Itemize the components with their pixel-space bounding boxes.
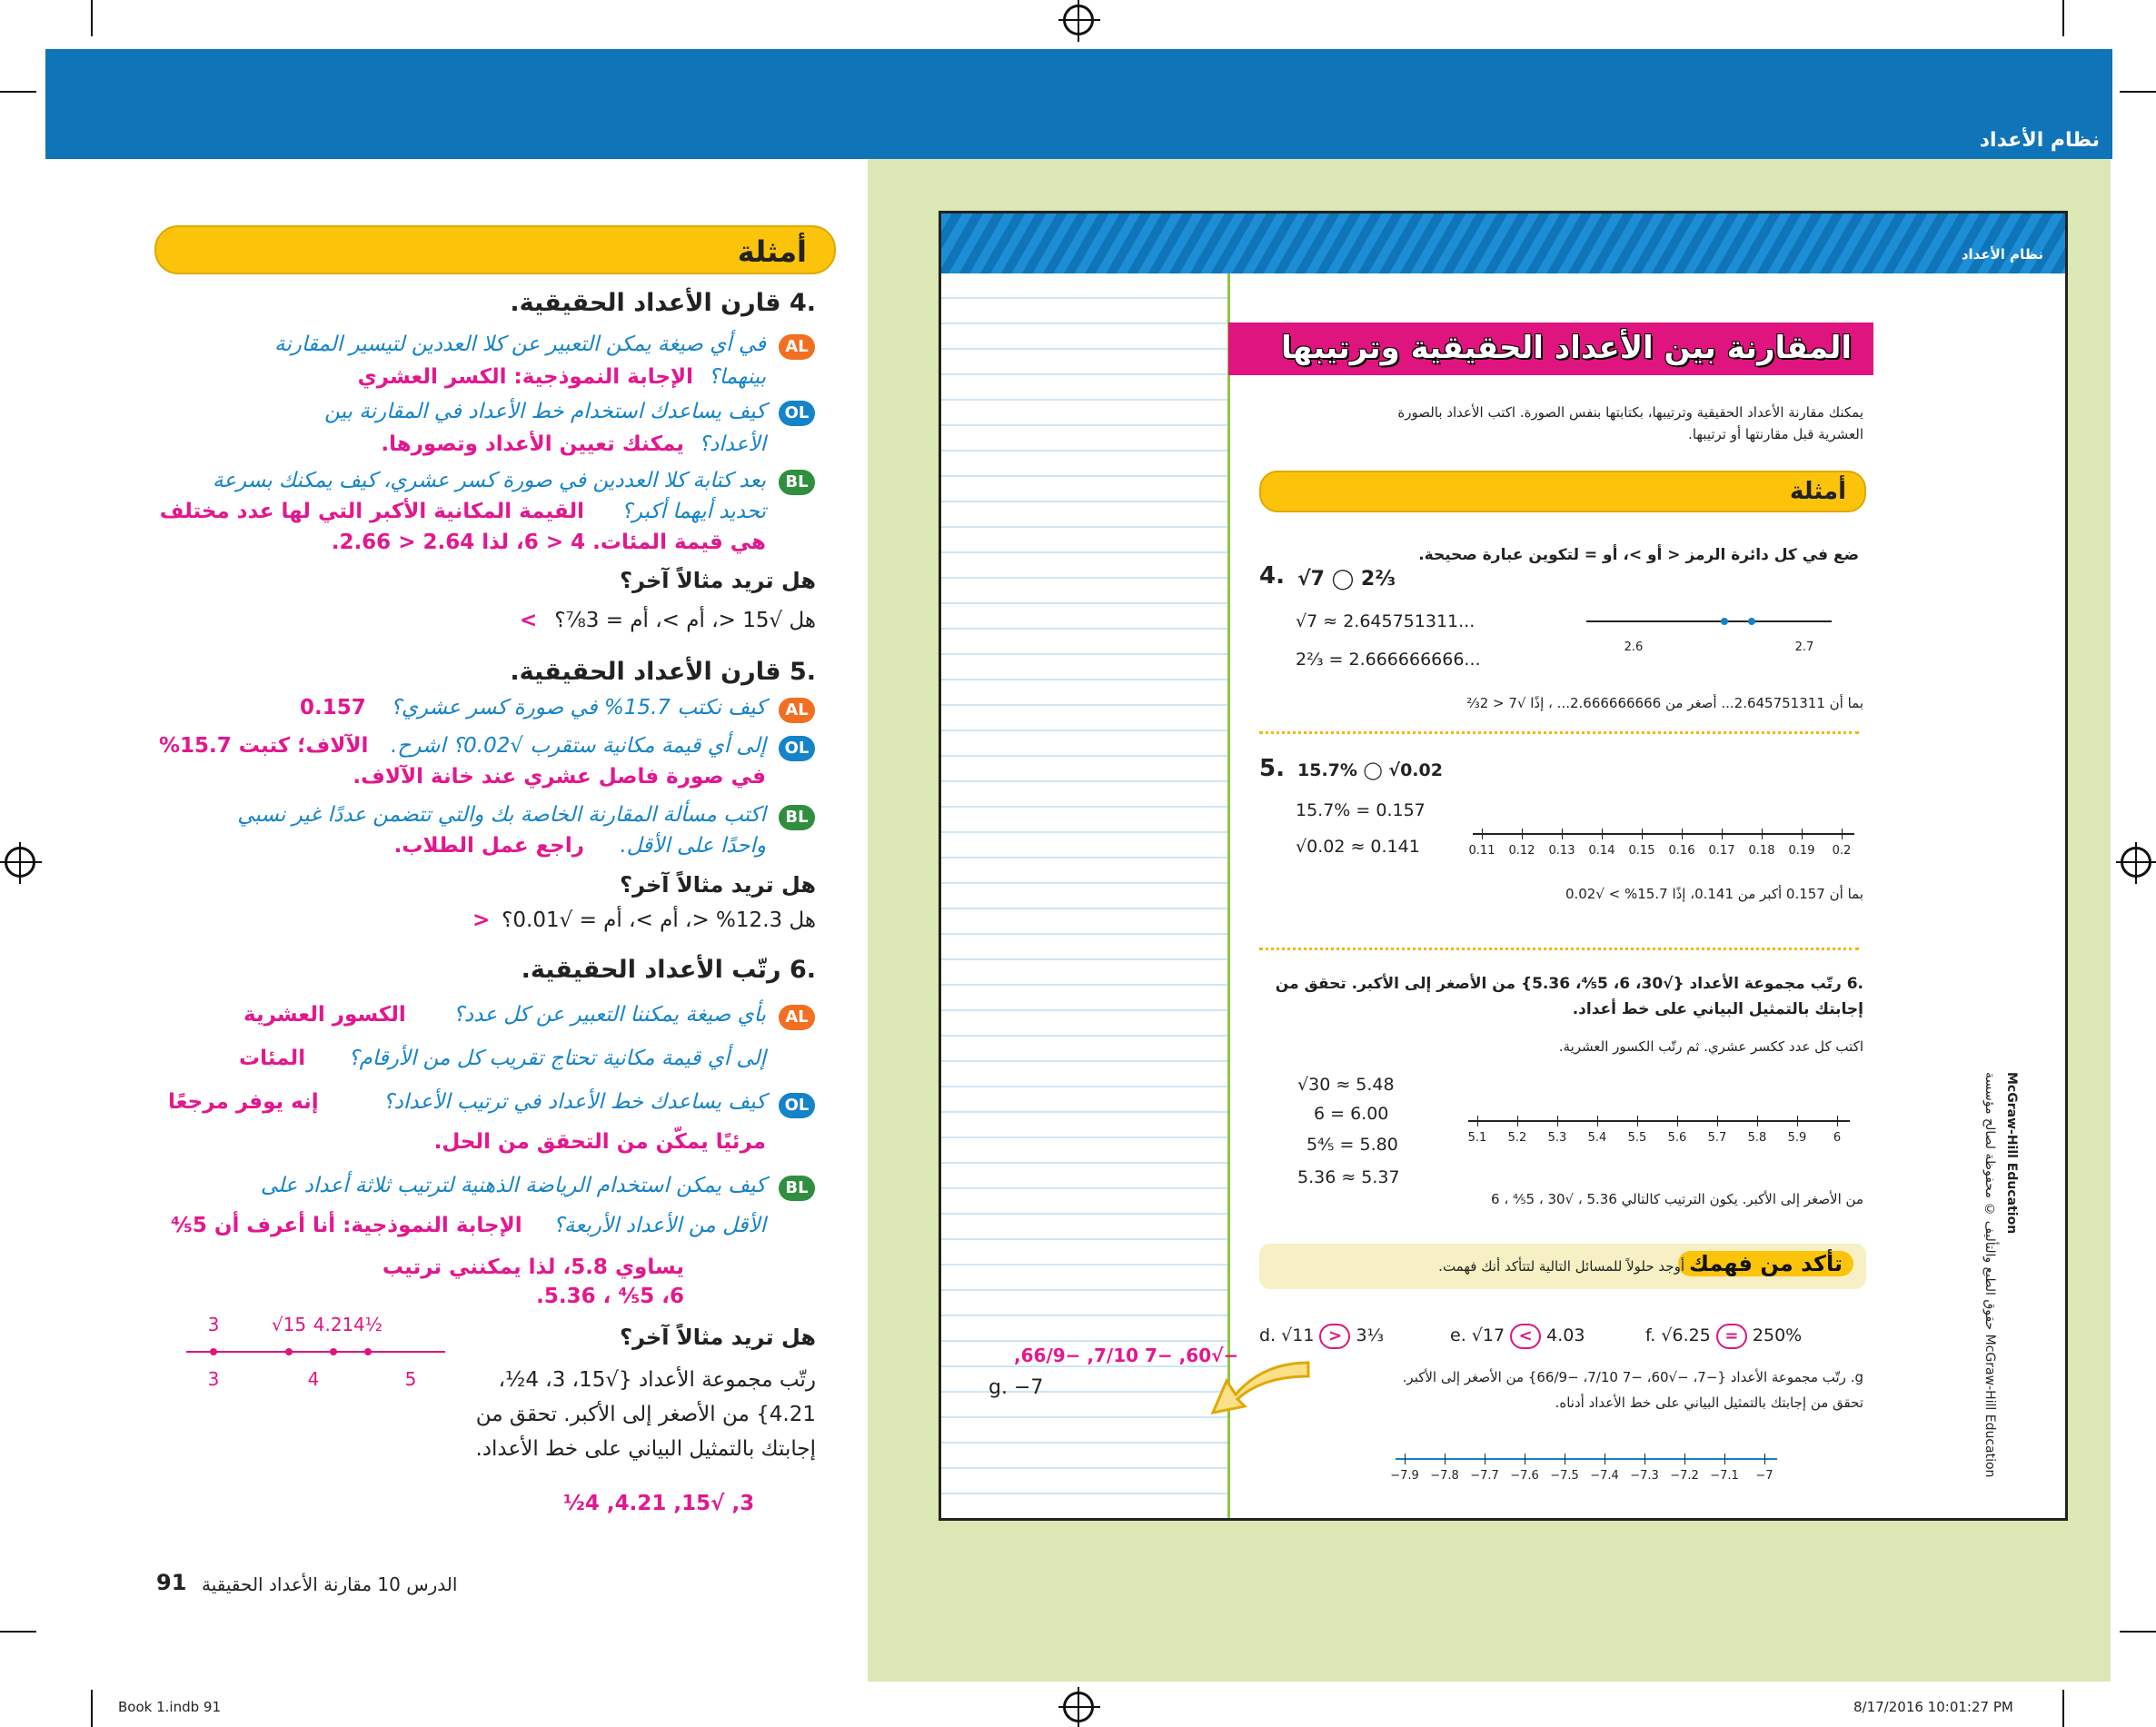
tick-label: 5.2 (1507, 1131, 1527, 1145)
ex6-bl-question: كيف يمكن استخدام الرياضة الذهنية لترتيب ثلاثة أعداد على (260, 1174, 766, 1197)
problem-d-right: 3⅓ (1356, 1325, 1385, 1345)
side-copyright: حقوق الطبع والتأليف © محفوظة لصالح مؤسسة McGraw-Hill Education (1982, 1072, 1997, 1478)
tick-label: 5.9 (1787, 1131, 1807, 1145)
tablet-header (941, 213, 2065, 273)
ex4-step-2: 2⅔ = 2.666666666... (1296, 650, 1481, 670)
bl-badge: BL (779, 805, 815, 830)
number-line-point (364, 1348, 372, 1355)
ex6-instruction-2: إجابتك بالتمثيل البياني على خط أعداد. (1572, 1000, 1863, 1018)
tick-label: 5.1 (1467, 1131, 1487, 1145)
examples-header-label: أمثلة (737, 234, 807, 269)
tick-mark (1724, 1454, 1725, 1464)
ex4-ol-answer: يمكنك تعيين الأعداد وتصورها. (381, 432, 684, 456)
tick-mark (1764, 1454, 1765, 1464)
check-understanding-text: أوجد حلولاً للمسائل التالية لتتأكد أنك فهمت. (1438, 1258, 1684, 1275)
al-badge: AL (779, 1005, 815, 1030)
ex4-more-answer: > (520, 609, 538, 632)
ex5-ol-answer-2: في صورة فاصل عشري عند خانة الآلاف. (353, 765, 766, 789)
tick-mark (1684, 1454, 1685, 1464)
ex6-more-title: هل تريد مثالاً آخر؟ (620, 1325, 816, 1350)
tick-label: 0.18 (1748, 844, 1775, 858)
problem-d-answer: > (1319, 1324, 1350, 1349)
tick-mark (1842, 829, 1843, 839)
tick-mark (1837, 1116, 1838, 1127)
ex5-step-2: √0.02 ≈ 0.141 (1296, 837, 1420, 857)
ex5-bl-question-2: واحدًا على الأقل. (620, 834, 766, 858)
divider (1259, 948, 1859, 950)
lesson-title: المقارنة بين الأعداد الحقيقية وترتيبها (1281, 330, 1852, 366)
ex6-conclusion: من الأصغر إلى الأكبر. يكون الترتيب كالتالي 5.36 ، √30 ، 5⅘ ، 6 (1491, 1191, 1863, 1207)
ex4-tick-label: 2.6 (1624, 640, 1644, 654)
problem-e-right: 4.03 (1546, 1325, 1585, 1345)
tick-mark (1644, 1454, 1645, 1464)
ex6-step-1: √30 ≈ 5.48 (1297, 1075, 1395, 1095)
unit-title: نظام الأعداد (1979, 129, 2100, 152)
tick-label: 6 (1833, 1131, 1842, 1145)
tick-label: −7.2 (1670, 1469, 1699, 1483)
tick-mark (1602, 829, 1603, 839)
ex4-instruction: ضع في كل دائرة الرمز < أو >، أو = لتكوين عبارة صحيحة. (1418, 546, 1859, 564)
ol-badge: OL (779, 736, 815, 761)
ex6-more-question: رتّب مجموعة الأعداد {√15، 3، 4½، 4.21} من الأصغر إلى الأكبر. تحقق من إجابتك بالتمثيل البياني على خط الأعداد. (475, 1368, 816, 1461)
number-line-top-label: 4.21 (313, 1314, 354, 1335)
check-understanding-title: تأكد من فهمك (1678, 1251, 1853, 1276)
ex5-more-answer: < (472, 908, 491, 932)
problem-g-2: تحقق من إجابتك بالتمثيل البياني على خط الأعداد أدناه. (1555, 1395, 1863, 1411)
tick-label: 0.16 (1668, 844, 1695, 858)
tick-label: 5.3 (1547, 1131, 1567, 1145)
crop-mark (0, 91, 36, 93)
tick-mark (1682, 829, 1683, 839)
problem-e-left: e. √17 (1450, 1325, 1505, 1345)
ex4-conclusion: بما أن 2.645751311... أصغر من 2.666666666... ، إذًا √7 < 2⅔ (1466, 695, 1863, 711)
ex5-ol-question: إلى أي قيمة مكانية ستقرب √0.02؟ اشرح. (391, 734, 766, 758)
ex4-al-question: في أي صيغة يمكن التعبير عن كلا العددين لتيسير المقارنة (273, 332, 766, 356)
ex5-number-line (1473, 833, 1854, 835)
number-line-top-label: 3 (207, 1314, 220, 1335)
ex5-bl-question: اكتب مسألة المقارنة الخاصة بك والتي تتضمن عددًا غير نسبي (237, 803, 766, 827)
ex6-number-line (1468, 1120, 1850, 1122)
tick-mark (1597, 1116, 1598, 1127)
tick-label: −7 (1755, 1469, 1773, 1483)
ex5-more-title: هل تريد مثالاً آخر؟ (620, 872, 816, 898)
unit-banner (45, 49, 2112, 159)
registration-mark-icon (1063, 5, 1094, 35)
problem-f-left: f. √6.25 (1645, 1325, 1711, 1345)
registration-mark-icon (1063, 1692, 1094, 1722)
number-line-bottom-label: 5 (404, 1368, 417, 1390)
arrow-icon (1208, 1354, 1317, 1417)
ex6-instruction: .6 رتّب مجموعة الأعداد {√30، 6، 5⅘، 5.36} من الأصغر إلى الأكبر. تحقق من (1275, 975, 1863, 993)
problem-g-number-line (1396, 1458, 1777, 1460)
tick-mark (1797, 1116, 1798, 1127)
ex6-step-3: 5⅘ = 5.80 (1307, 1135, 1398, 1155)
problem-e (1450, 1324, 1585, 1349)
tick-mark (1757, 1116, 1758, 1127)
tick-label: −7.1 (1710, 1469, 1739, 1483)
ex6-al-question: بأي صيغة يمكننا التعبير عن كل عدد؟ (452, 1003, 766, 1027)
tick-label: 5.6 (1667, 1131, 1687, 1145)
ex4-bl-question-2: تحديد أيهما أكبر؟ (621, 500, 766, 523)
ex4-point (1721, 618, 1728, 625)
ex5-title: .5 قارن الأعداد الحقيقية. (510, 658, 816, 686)
tick-label: −7.7 (1470, 1469, 1499, 1483)
number-line-point (285, 1348, 293, 1355)
tick-label: 0.2 (1832, 844, 1852, 858)
ex6-al-question-2: إلى أي قيمة مكانية تحتاج تقريب كل من الأرقام؟ (348, 1047, 766, 1070)
tick-mark (1405, 1454, 1406, 1464)
notebook-answer-2: g. −7 (989, 1376, 1044, 1399)
ex5-bl-answer: راجع عمل الطلاب. (393, 834, 584, 858)
page-number: 91 (156, 1570, 187, 1595)
tick-mark (1482, 829, 1483, 839)
problem-f (1645, 1324, 1802, 1349)
tick-label: 5.7 (1707, 1131, 1727, 1145)
tick-mark (1557, 1116, 1558, 1127)
ex6-bl-answer: الإجابة النموذجية: أنا أعرف أن 5⅘ (171, 1214, 522, 1237)
tick-mark (1642, 829, 1643, 839)
ex5-step-1: 15.7% = 0.157 (1296, 800, 1426, 820)
tick-label: −7.3 (1630, 1469, 1659, 1483)
crop-mark (0, 1631, 36, 1633)
examples-header (154, 225, 836, 274)
tick-mark (1562, 829, 1563, 839)
ol-badge: OL (779, 1093, 815, 1118)
number-line-point (210, 1348, 217, 1355)
tick-label: 0.14 (1588, 844, 1615, 858)
tick-label: −7.5 (1550, 1469, 1579, 1483)
crop-mark (91, 0, 93, 36)
ex6-bl-answer-3: 6، 5⅘ ، 5.36. (536, 1285, 684, 1308)
ex5-al-question: كيف نكتب 15.7% في صورة كسر عشري؟ (390, 696, 766, 720)
ex4-more-question: هل √15 <، أم >، أم = 3⅞؟ (554, 609, 816, 632)
ex6-ol-answer: إنه يوفر مرجعًا (168, 1090, 319, 1114)
problem-d-left: d. √11 (1259, 1325, 1315, 1345)
tick-label: 5.5 (1627, 1131, 1647, 1145)
bl-badge: BL (779, 1176, 815, 1201)
lesson-footer: الدرس 10 مقارنة الأعداد الحقيقية (202, 1573, 458, 1595)
lesson-title-bar (1228, 323, 1873, 375)
ex4-expression: √7 ◯ 2⅔ (1297, 568, 1396, 591)
ex6-bl-question-2: الأقل من الأعداد الأربعة؟ (552, 1214, 766, 1237)
ex5-ol-answer: الآلاف؛ كتبت 15.7% (159, 734, 369, 758)
ex5-more-question: هل 12.3% <، أم >، أم = √0.01؟ (502, 908, 816, 932)
ex4-bl-answer-2: هي قيمة المئات. 4 < 6، لذا 2.64 < 2.66. (331, 531, 766, 554)
divider (1259, 731, 1859, 734)
publisher-label: McGraw-Hill Education (2004, 1072, 2019, 1235)
tick-label: 0.17 (1708, 844, 1735, 858)
tick-mark (1762, 829, 1763, 839)
ex4-ol-question-2: الأعداد؟ (698, 432, 766, 456)
notebook-paper (941, 273, 1230, 1518)
ex6-example-number-line (186, 1351, 445, 1353)
crop-mark (91, 1690, 93, 1727)
ex4-point (1748, 618, 1755, 625)
al-badge: AL (779, 698, 815, 723)
number-line-top-label: √15 (271, 1314, 307, 1335)
tablet-header-label: نظام الأعداد (1961, 246, 2043, 263)
problem-f-right: 250% (1752, 1325, 1803, 1345)
ex6-step-2: 6 = 6.00 (1314, 1104, 1389, 1124)
ex6-al-answer-2: المئات (239, 1047, 306, 1070)
crop-mark (2120, 91, 2156, 93)
ex4-number-line (1586, 620, 1832, 622)
ex4-title: .4 قارن الأعداد الحقيقية. (510, 289, 816, 317)
tick-label: 0.12 (1508, 844, 1535, 858)
ex6-al-answer: الكسور العشرية (243, 1003, 406, 1027)
tick-label: −7.6 (1510, 1469, 1539, 1483)
tick-mark (1677, 1116, 1678, 1127)
ex6-bl-answer-2: يساوي 5.8، لذا يمكنني ترتيب (382, 1256, 684, 1279)
tick-label: 0.15 (1628, 844, 1655, 858)
file-info: Book 1.indb 91 (118, 1699, 221, 1715)
registration-mark-icon (2121, 847, 2151, 878)
tick-mark (1477, 1116, 1478, 1127)
ex4-more-title: هل تريد مثالاً آخر؟ (620, 568, 816, 593)
ex6-subinstruction: اكتب كل عدد ككسر عشري. ثم رتّب الكسور العشرية. (1558, 1038, 1863, 1055)
check-understanding-bar (1259, 1244, 1866, 1289)
tick-label: 0.13 (1548, 844, 1575, 858)
print-timestamp: 8/17/2016 10:01:27 PM (1853, 1699, 2013, 1715)
intro-line-1: يمكنك مقارنة الأعداد الحقيقية وترتيبها، بكتابتها بنفس الصورة. اكتب الأعداد بالصورة (1397, 404, 1863, 421)
number-line-bottom-label: 3 (207, 1368, 220, 1390)
tick-label: −7.8 (1430, 1469, 1459, 1483)
ex4-al-question-2: بينهما؟ (708, 365, 766, 389)
ex5-conclusion: بما أن 0.157 أكبر من 0.141، إذًا 15.7% > √0.02 (1565, 886, 1863, 902)
tick-mark (1445, 1454, 1446, 1464)
ex6-title: .6 رتّب الأعداد الحقيقية. (521, 956, 816, 984)
tablet-examples-header (1259, 471, 1866, 512)
ex4-tick-label: 2.7 (1794, 640, 1814, 654)
bl-badge: BL (779, 470, 815, 495)
ex5-label: 5. (1259, 755, 1285, 782)
problem-g: g. رتّب مجموعة الأعداد {−7، −√60، −7 7/10، −66/9} من الأصغر إلى الأكبر. (1402, 1369, 1863, 1385)
tick-mark (1522, 829, 1523, 839)
number-line-top-label: 4½ (353, 1314, 383, 1335)
registration-mark-icon (5, 847, 35, 878)
tick-mark (1637, 1116, 1638, 1127)
tablet-examples-header-label: أمثلة (1789, 478, 1846, 505)
ex5-expression: 15.7% ◯ √0.02 (1297, 760, 1443, 780)
tick-mark (1717, 1116, 1718, 1127)
ex5-al-answer: 0.157 (300, 696, 366, 720)
tick-mark (1722, 829, 1723, 839)
crop-mark (2062, 1690, 2064, 1727)
problem-f-answer: = (1716, 1324, 1747, 1349)
ex4-step-1: √7 ≈ 2.645751311... (1296, 611, 1475, 631)
problem-e-answer: < (1510, 1324, 1541, 1349)
crop-mark (2062, 0, 2064, 36)
tick-mark (1517, 1116, 1518, 1127)
al-badge: AL (779, 334, 815, 360)
tick-label: 0.11 (1468, 844, 1495, 858)
tick-label: −7.9 (1390, 1469, 1419, 1483)
notebook-answer: −√60, −7 7/10, −66/9, (1014, 1345, 1239, 1366)
ol-badge: OL (779, 401, 815, 426)
intro-line-2: العشرية قبل مقارنتها أو ترتيبها. (1688, 426, 1863, 442)
crop-mark (2120, 1631, 2156, 1633)
tick-label: 5.8 (1747, 1131, 1767, 1145)
ex4-label: 4. (1259, 562, 1285, 590)
number-line-bottom-label: 4 (307, 1368, 320, 1390)
tick-mark (1802, 829, 1803, 839)
ex6-ol-question: كيف يساعدك خط الأعداد في ترتيب الأعداد؟ (383, 1090, 766, 1114)
tick-label: 5.4 (1587, 1131, 1607, 1145)
tablet-mockup (939, 211, 2068, 1521)
tick-label: 0.19 (1788, 844, 1815, 858)
ex4-bl-question: بعد كتابة كلا العددين في صورة كسر عشري، كيف يمكنك بسرعة (212, 469, 766, 492)
ex4-al-answer: الإجابة النموذجية: الكسر العشري (357, 365, 693, 389)
ex4-bl-answer: القيمة المكانية الأكبر التي لها عدد مختلف (159, 500, 584, 523)
problem-d (1259, 1324, 1384, 1349)
ex6-more-answer: 3, √15, 4.21, 4½ (563, 1492, 755, 1515)
ex6-ol-answer-2: مرئيًا يمكّن من التحقق من الحل. (433, 1130, 766, 1154)
ex6-step-4: 5.36 ≈ 5.37 (1297, 1167, 1400, 1187)
number-line-point (330, 1348, 337, 1355)
tick-label: −7.4 (1590, 1469, 1619, 1483)
ex4-ol-question: كيف يساعدك استخدام خط الأعداد في المقارنة بين (324, 400, 766, 423)
